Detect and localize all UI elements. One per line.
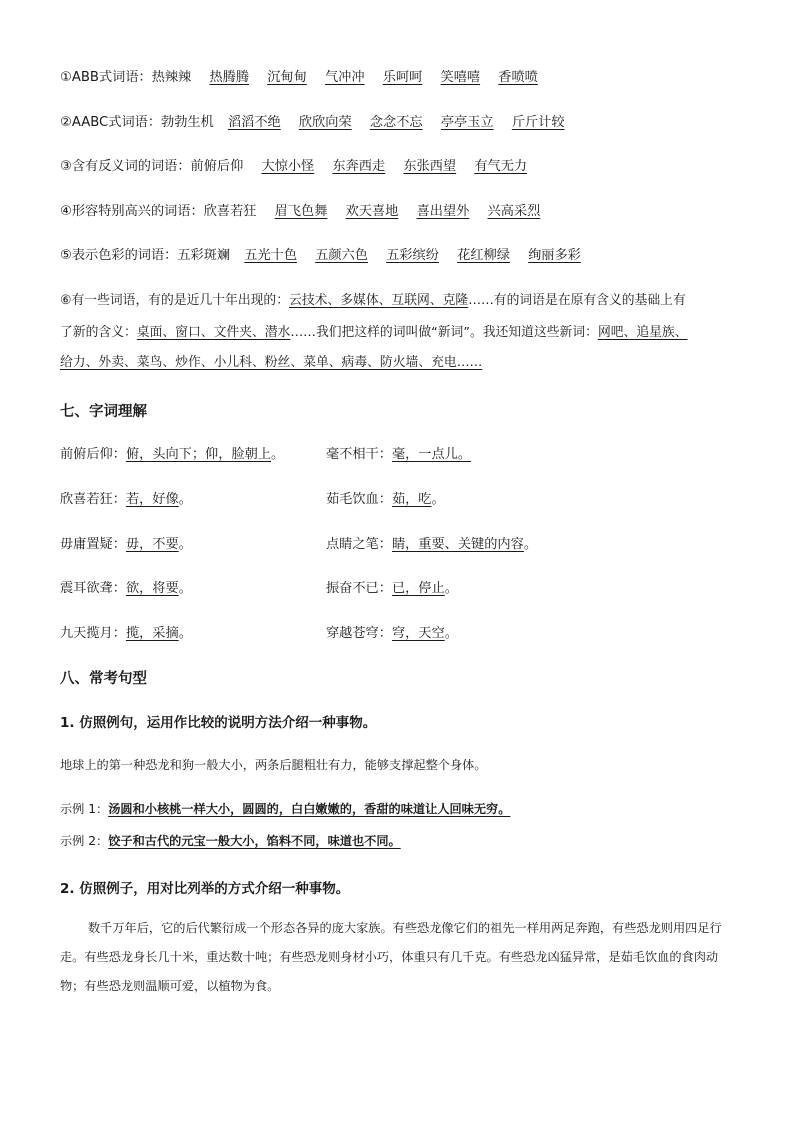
new-words-list: 网吧、追星族、: [597, 325, 688, 340]
term-definition: 毋，不要: [125, 537, 179, 552]
example-answer: 汤圆和小核桃一样大小，圆圆的，白白嫩嫩的，香甜的味道让人回味无穷。: [108, 802, 511, 816]
term-definition: 已，停止: [391, 581, 445, 596]
term-definition: 茹，吃: [391, 492, 432, 507]
vocab-word: 五颜六色: [315, 248, 368, 263]
term: 九天揽月：: [60, 626, 126, 641]
vocab-word: 滔滔不绝: [227, 115, 281, 130]
vocab-word: 东奔西走: [332, 159, 386, 174]
new-words-line-1: [60, 292, 686, 310]
vocab-word: 欣欣向荣: [298, 115, 352, 130]
vocab-line-4: [60, 203, 540, 221]
term: 毋庸置疑：: [60, 537, 126, 552]
vocab-line-2: [60, 114, 565, 132]
term-end: 。: [523, 537, 537, 552]
term-end: 。: [178, 581, 192, 596]
new-words-text: ……我们把这样的词叫做“新词”。我还知道这些新词：: [290, 325, 598, 340]
vocab-word: 笑嘻嘻: [440, 70, 481, 85]
term: 前俯后仰：: [60, 447, 126, 462]
term: 欣喜若狂：: [60, 492, 126, 507]
vocab-word: 气冲冲: [324, 70, 365, 85]
vocab-word: 花红柳绿: [457, 248, 510, 263]
term: 穿越苍穹：: [326, 626, 392, 641]
term-row: [60, 443, 284, 462]
new-words-text: 了新的含义：: [60, 325, 137, 340]
new-words-text: ⑥有一些词语，有的是近几十年出现的：: [60, 293, 290, 308]
term-end: 。: [444, 626, 458, 641]
vocab-line-1: [60, 69, 538, 87]
term-row: [326, 577, 458, 596]
term-row: [60, 533, 192, 552]
vocab-label: ③含有反义词的词语：前俯后仰: [60, 159, 244, 174]
term-end: 。: [178, 492, 192, 507]
term-end: 。: [271, 447, 285, 462]
term-definition: 欲，将要: [125, 581, 179, 596]
vocab-word: 斤斤计较: [511, 115, 565, 130]
term-row: [326, 443, 471, 462]
vocab-label: ⑤表示色彩的词语：五彩斑斓: [60, 248, 231, 263]
term-definition: 揽，采摘: [125, 626, 179, 641]
vocab-word: 热腾腾: [209, 70, 250, 85]
vocab-label: ④形容特别高兴的词语：欣喜若狂: [60, 204, 257, 219]
vocab-word: 乐呵呵: [382, 70, 423, 85]
question-2: 2. 仿照例子，用对比列举的方式介绍一种事物。: [60, 881, 350, 897]
vocab-line-3: [60, 158, 527, 176]
vocab-word: 五光十色: [244, 248, 298, 263]
example-label: 示例 2：: [60, 834, 109, 848]
example-1: [60, 800, 510, 817]
vocab-word: 香喷喷: [498, 70, 538, 85]
term-row: [326, 488, 445, 507]
vocab-word: 绚丽多彩: [528, 248, 581, 263]
term-end: 。: [178, 537, 192, 552]
section-title: 七、字词理解: [60, 404, 147, 420]
new-words-list: 云技术、多媒体、互联网、克隆: [289, 293, 469, 308]
term-row: [326, 533, 537, 552]
vocab-word: 沉甸甸: [267, 70, 307, 85]
vocab-line-5: [60, 247, 581, 265]
term-definition: 毫，一点儿。: [391, 447, 472, 462]
example-paragraph: 数千万年后，它的后代繁衍成一个形态各异的庞大家族。有些恐龙像它们的祖先一样用两足奔跑，有些恐龙则用四足行走。有些恐龙身长几十米，重达数十吨；有些恐龙则身材小巧，体重只有几千克。有些恐龙凶猛异常，是茹毛饮血的食肉动物；有些恐龙则温顺可爱，以植物为食。: [60, 921, 722, 993]
vocab-word: 眉飞色舞: [274, 204, 328, 219]
vocab-word: 有气无力: [474, 159, 528, 174]
new-words-line-2: [60, 324, 688, 342]
term-end: 。: [444, 581, 458, 596]
term-row: [60, 577, 192, 596]
term: 毫不相干：: [326, 447, 392, 462]
example-2: [60, 832, 401, 849]
new-words-text: ……有的词语是在原有含义的基础上有: [468, 293, 686, 308]
term-definition: 若，好像: [125, 492, 179, 507]
term: 震耳欲聋：: [60, 581, 126, 596]
term-end: 。: [178, 626, 192, 641]
example-label: 示例 1：: [60, 802, 109, 816]
sample-sentence: 地球上的第一种恐龙和狗一般大小，两条后腿粗壮有力，能够支撑起整个身体。: [60, 758, 487, 772]
question-1: 1. 仿照例句，运用作比较的说明方法介绍一种事物。: [60, 715, 377, 731]
vocab-word: 大惊小怪: [261, 159, 315, 174]
vocab-word: 亭亭玉立: [440, 115, 494, 130]
example-answer: 饺子和古代的元宝一般大小，馅料不同，味道也不同。: [108, 834, 401, 848]
vocab-word: 欢天喜地: [345, 204, 399, 219]
vocab-word: 兴高采烈: [487, 204, 541, 219]
term-end: 。: [431, 492, 445, 507]
term-row: [60, 622, 192, 641]
vocab-word: 东张西望: [403, 159, 457, 174]
section-title: 八、常考句型: [60, 671, 147, 687]
term-definition: 俯，头向下；仰，脸朝上: [125, 447, 271, 462]
new-words-list: 给力、外卖、菜鸟、炒作、小儿科、粉丝、菜单、病毒、防火墙、充电……: [60, 355, 483, 370]
vocab-word: 念念不忘: [369, 115, 423, 130]
new-words-line-3: [60, 354, 482, 372]
term-row: [326, 622, 458, 641]
term-definition: 睛，重要、关键的内容: [391, 537, 524, 552]
vocab-word: 五彩缤纷: [386, 248, 439, 263]
vocab-word: 喜出望外: [416, 204, 470, 219]
vocab-label: ②AABC式词语：勃勃生机: [60, 115, 214, 130]
term-definition: 穹，天空: [391, 626, 445, 641]
term: 点睛之笔：: [326, 537, 392, 552]
term: 振奋不已：: [326, 581, 392, 596]
term: 茹毛饮血：: [326, 492, 392, 507]
vocab-label: ①ABB式词语：热辣辣: [60, 70, 192, 85]
new-words-list: 桌面、窗口、文件夹、潜水: [136, 325, 291, 340]
term-row: [60, 488, 192, 507]
